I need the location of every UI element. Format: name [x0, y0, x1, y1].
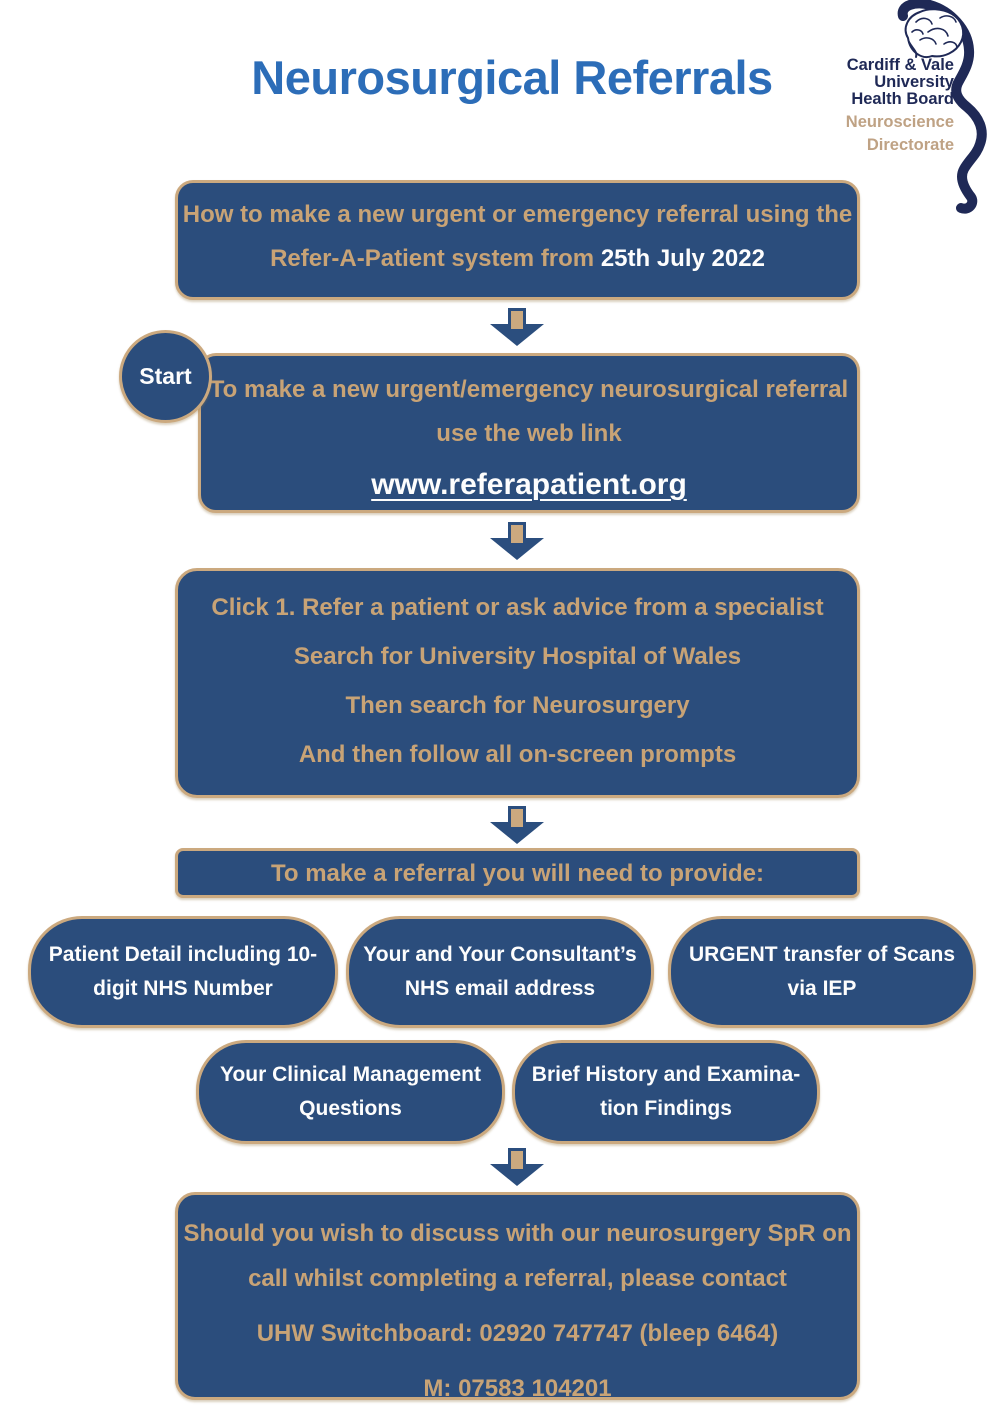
weblink-box: [198, 353, 860, 513]
logo-dept-line: Neuroscience: [845, 113, 954, 131]
switchboard-number: UHW Switchboard: 02920 747747 (bleep 6464): [256, 1320, 779, 1347]
pill-line: tion Findings: [600, 1097, 732, 1120]
pill-line: Your and Your Consultant’s: [363, 943, 637, 966]
weblink-line-2: use the web link: [436, 420, 622, 447]
pill-line: URGENT transfer of Scans: [688, 943, 956, 966]
requirement-pill-scan-transfer: [668, 916, 976, 1028]
pill-line: via IEP: [787, 977, 857, 1000]
pill-line: Patient Detail including 10-: [48, 943, 318, 966]
intro-line-2: [178, 237, 857, 281]
step-line-3: Then search for Neurosurgery: [345, 692, 690, 719]
start-label: Start: [139, 363, 192, 389]
down-arrow-icon: [488, 806, 546, 846]
page-title: Neurosurgical Referrals: [251, 51, 773, 104]
down-arrow-icon: [488, 1148, 546, 1188]
step-line-1: Click 1. Refer a patient or ask advice from a specialist: [211, 594, 824, 621]
contact-line-2: call whilst completing a referral, please contact: [248, 1265, 787, 1292]
logo-org-line: Health Board: [851, 90, 954, 108]
requirement-pill-nhs-email: [346, 916, 654, 1028]
step-line-2: Search for University Hospital of Wales: [293, 643, 742, 670]
contact-box: [175, 1192, 860, 1400]
down-arrow-icon: [488, 522, 546, 562]
start-node: [119, 330, 212, 423]
provide-label: To make a referral you will need to provide:: [270, 860, 765, 887]
intro-box: [175, 180, 860, 300]
requirement-pill-history-findings: [512, 1040, 820, 1144]
pill-line: NHS email address: [404, 977, 596, 1000]
step-line-4: And then follow all on-screen prompts: [298, 741, 737, 768]
provide-bar: [175, 848, 860, 898]
pill-line: Your Clinical Management: [220, 1063, 481, 1086]
steps-box: [175, 568, 860, 798]
logo-org-line: Cardiff & Vale: [846, 56, 954, 74]
logo-org-line: University: [874, 73, 954, 91]
intro-line-1: How to make a new urgent or emergency referral using the: [182, 201, 853, 228]
requirement-pill-nhs-number: [28, 916, 338, 1028]
intro-line-2-prefix: Refer-A-Patient system from: [270, 245, 601, 272]
contact-line-1: Should you wish to discuss with our neurosurgery SpR on: [183, 1220, 852, 1247]
referapatient-link[interactable]: www.referapatient.org: [371, 468, 687, 501]
requirement-pill-management-questions: [196, 1040, 505, 1144]
logo-text: [846, 57, 954, 154]
mobile-number: M: 07583 104201: [423, 1375, 612, 1402]
down-arrow-icon: [488, 308, 546, 348]
logo-dept-line: Directorate: [866, 136, 954, 154]
pill-line: Brief History and Examina-: [531, 1063, 801, 1086]
go-live-date: 25th July 2022: [600, 245, 765, 272]
weblink-line-1: To make a new urgent/emergency neurosurgical referral: [209, 376, 849, 403]
pill-line: Questions: [299, 1097, 402, 1120]
pill-line: digit NHS Number: [93, 977, 273, 1000]
health-board-logo: [828, 0, 1000, 215]
